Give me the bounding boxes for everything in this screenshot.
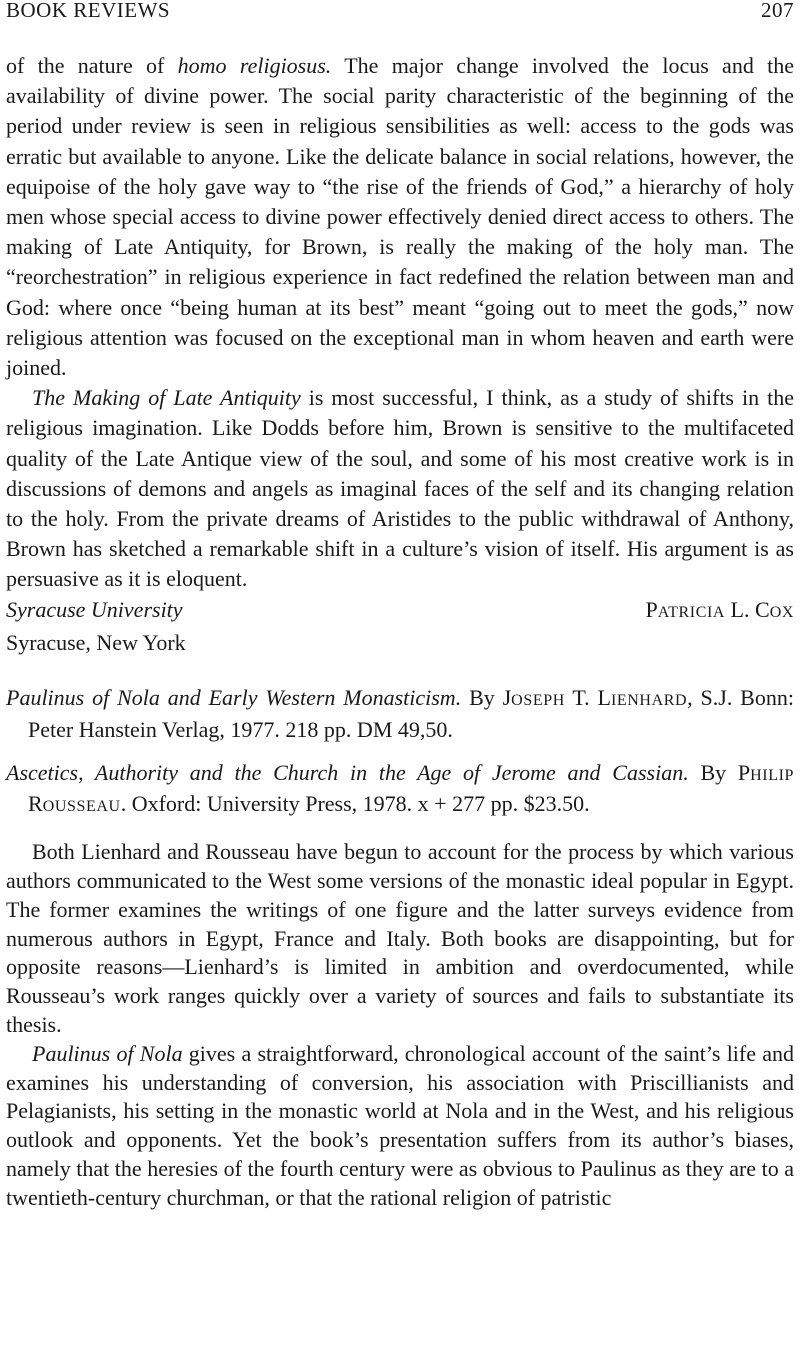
reviewer-city: Syracuse, New York (6, 629, 186, 655)
review-2-paragraph-2: Paulinus of Nola gives a straightforward, chronological account of the saint’s life and examines his understanding of conversion, his association with Priscillianists and Pelagianists, his setting in the monastic world at Nola and in the West, and his religious outlook and opponents. Yet the book’s presentation suffers from its author’s biases, namely that the heresies of the fourth century were as obvious to Paulinus as they are to a twentieth-century churchman, or that the rational religion of patristic (6, 1040, 794, 1210)
section-title: BOOK REVIEWS (6, 0, 171, 22)
reviewer-signature (6, 595, 794, 628)
review-2-paragraph-1: Both Lienhard and Rousseau have begun to account for the process by which various authors communicated to the West some versions of the monastic ideal popular in Egypt. The former examines the writings of one figure and the latter surveys evidence from numerous authors in Egypt, France and Italy. Both books are disappointing, but for opposite reasons—Lienhard’s is limited in ambition and overdocumented, while Rousseau’s work ranges quickly over a variety of sources and fails to substantiate its thesis. (6, 839, 794, 1038)
book-details: , S.J. Bonn: Peter Hanstein Verlag, 1977. 218 pp. DM 49,50. (28, 685, 794, 742)
review-1-paragraph-1: of the nature of homo religiosus. The major change involved the locus and the availability of divine power. The social parity characteristic of the beginning of the period under review is seen in religious sensibilities as well: access to the gods was erratic but available to anyone. Like the delicate balance in social relations, however, the equipoise of the holy gave way to “the rise of the friends of God,” a hierarchy of holy men whose special access to divine power effectively denied direct access to others. The making of Late Antiquity, for Brown, is really the making of the holy man. The “reorchestration” in religious experience in fact redefined the relation between man and God: where once “being human at its best” meant “going out to meet the gods,” now religious attention was focused on the exceptional man in whom heaven and earth were joined. (6, 53, 794, 381)
review-1-paragraph-2: The Making of Late Antiquity is most successful, I think, as a study of shifts in the religious imagination. Like Dodds before him, Brown is sensitive to the multifaceted quality of the Late Antique view of the soul, and some of his most creative work is in discussions of demons and angels as imaginal faces of the self and its changing relation to the holy. From the private dreams of Aristides to the public withdrawal of Anthony, Brown has sketched a remarkable shift in a culture’s vision of itself. His argument is as persuasive as it is eloquent. (6, 385, 794, 592)
page (6, 0, 794, 1213)
italic-term: homo religiosus. (177, 53, 332, 78)
reviewer-name: PATRICIA L. COX (645, 596, 794, 622)
book-title-italic: The Making of Late Antiquity (32, 385, 301, 411)
page-number: 207 (761, 0, 794, 22)
book-details: . Oxford: University Press, 1978. x + 277 pp. $23.50. (120, 791, 590, 817)
reviewer-institution: Syracuse University (6, 596, 183, 622)
book-title: Ascetics, Authority and the Church in the Age of Jerome and Cassian. (6, 759, 689, 785)
book-title-italic: Paulinus of Nola (32, 1040, 183, 1066)
review-1-body (6, 51, 794, 595)
running-head (6, 0, 794, 28)
book-entry-lienhard: Paulinus of Nola and Early Western Monasticism. By JOSEPH T. LIENHARD, S.J. Bonn: Peter Hanstein Verlag, 1977. 218 pp. DM 49,50. (6, 685, 794, 742)
book-entry-rousseau: Ascetics, Authority and the Church in the Age of Jerome and Cassian. By PHILIP ROUSSEAU. Oxford: University Press, 1978. x + 277 pp. $23.50. (6, 759, 794, 817)
review-2-body (6, 838, 794, 1212)
book-title: Paulinus of Nola and Early Western Monasticism. (6, 685, 462, 711)
